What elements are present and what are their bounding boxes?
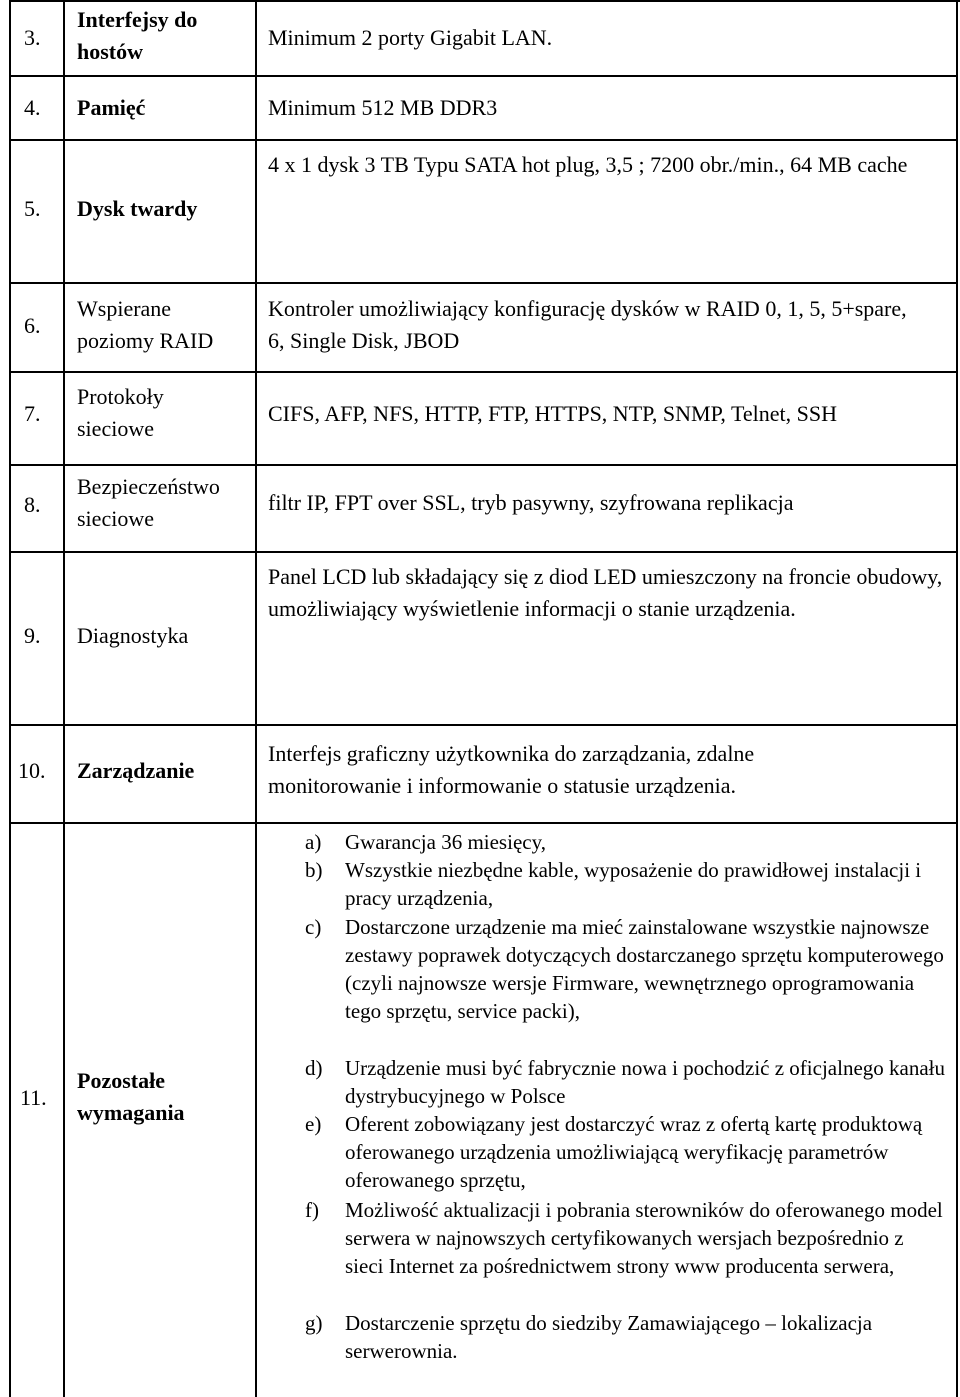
list-text: Wszystkie niezbędne kable, wyposażenie do prawidłowej instalacji i pracy urządzenia, [345,858,922,910]
list-text: Możliwość aktualizacji i pobrania sterowników do oferowanego model serwera w najnowszych certyfikowanych wersjach bezpośrednio z sieci Internet za pośrednictwem strony www producenta serwera, [345,1198,943,1278]
row-value: 4 x 1 dysk 3 TB Typu SATA hot plug, 3,5 ; 7200 obr./min., 64 MB cache [268,152,908,177]
row-label: Pozostałe wymagania [77,1068,185,1125]
list-text: Gwarancja 36 miesięcy, [345,830,546,854]
row-divider [9,464,958,466]
row-label: Wspierane poziomy RAID [77,296,214,353]
row-number: 9. [24,623,41,648]
requirements-list [305,828,950,1373]
list-marker: g) [305,1311,323,1335]
row-label: Bezpieczeństwo sieciowe [77,474,220,531]
list-marker: e) [305,1112,322,1136]
row-value: Kontroler umożliwiający konfigurację dysków w RAID 0, 1, 5, 5+spare, 6, Single Disk, JBOD [268,296,907,353]
row-divider [9,282,958,284]
row-number: 8. [24,492,41,517]
row-divider [9,75,958,77]
row-label: Interfejsy do hostów [77,7,198,64]
row-value: filtr IP, FPT over SSL, tryb pasywny, szyfrowana replikacja [268,490,794,515]
row-value: Minimum 2 porty Gigabit LAN. [268,25,553,50]
row-number: 7. [24,401,41,426]
list-text: Dostarczenie sprzętu do siedziby Zamawiającego – lokalizacja serwerownia. [345,1311,873,1363]
row-label: Pamięć [77,95,146,120]
table-border-left [9,0,11,1397]
row-value: Panel LCD lub składający się z diod LED umieszczony na froncie obudowy, umożliwiający wyświetlenie informacji o stanie urządzenia. [268,564,943,621]
table-border-top [9,0,960,2]
row-number: 3. [24,25,41,50]
list-text: Urządzenie musi być fabrycznie nowa i pochodzić z oficjalnego kanału dystrybucyjnego w Polsce [345,1056,945,1108]
row-label: Diagnostyka [77,623,189,648]
column-divider-2 [255,0,257,1397]
list-marker: c) [305,915,322,939]
row-divider [9,139,958,141]
list-marker: a) [305,830,322,854]
row-number: 6. [24,313,41,338]
row-divider [9,371,958,373]
row-label: Zarządzanie [77,758,195,783]
list-marker: d) [305,1056,323,1080]
row-value: Interfejs graficzny użytkownika do zarządzania, zdalne monitorowanie i informowanie o statusie urządzenia. [268,741,755,798]
row-value: Minimum 512 MB DDR3 [268,95,498,120]
row-label: Protokoły sieciowe [77,384,164,441]
row-number: 10. [18,758,46,783]
list-marker: b) [305,858,323,882]
row-value: CIFS, AFP, NFS, HTTP, FTP, HTTPS, NTP, SNMP, Telnet, SSH [268,401,838,426]
row-divider [9,551,958,553]
list-marker: f) [305,1198,319,1222]
row-divider [9,822,958,824]
row-number: 4. [24,95,41,120]
table-border-right [956,0,958,1397]
list-text: Oferent zobowiązany jest dostarczyć wraz z ofertą kartę produktową oferowanego urządzenia umożliwiającą weryfikację parametrów oferowanego sprzętu, [345,1112,923,1192]
column-divider-1 [63,0,65,1397]
row-label: Dysk twardy [77,196,198,221]
list-text: Dostarczone urządzenie ma mieć zainstalowane wszystkie najnowsze zestawy poprawek dotyczących dostarczanego sprzętu komputerowego (czyli najnowsze wersje Firmware, wewnętrznego oprogramowania tego sprzętu, service packi), [345,915,944,1023]
row-divider [9,724,958,726]
row-number: 5. [24,196,41,221]
row-number: 11. [20,1085,47,1110]
